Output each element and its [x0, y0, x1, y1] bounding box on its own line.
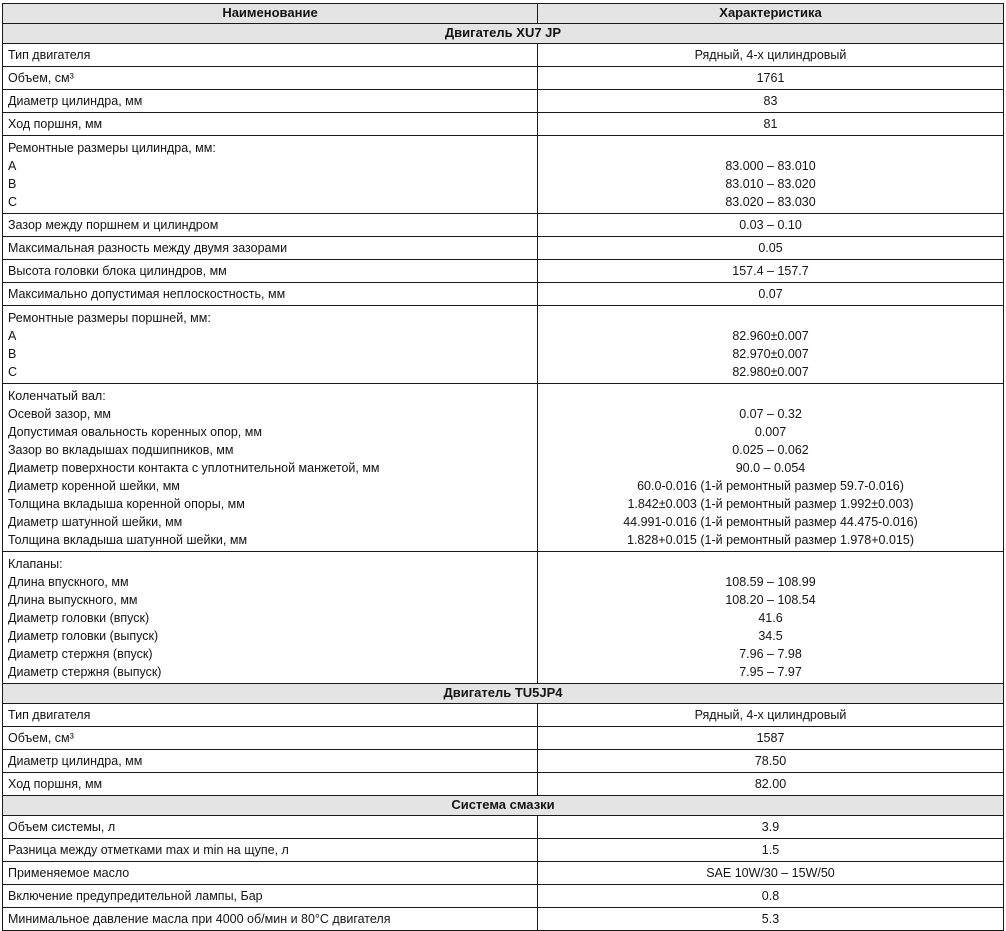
row-group-title: Клапаны:: [8, 557, 63, 571]
row-item-value: 108.20 – 108.54: [725, 593, 816, 607]
row-group-title-spacer: [543, 139, 998, 157]
row-name: Диаметр цилиндра, мм: [3, 750, 538, 773]
row-item-value: 7.95 – 7.97: [739, 665, 802, 679]
row-item-value: 0.007: [754, 425, 787, 439]
row-item-value: 0.07 – 0.32: [739, 407, 802, 421]
header-value: Характеристика: [538, 4, 1004, 24]
row-name: Максимальная разность между двумя зазорами: [3, 237, 538, 260]
table-row: [3, 816, 1004, 839]
specifications-table: [2, 3, 1004, 931]
row-item-value: 83.000 – 83.010: [725, 159, 816, 173]
row-item-value: 7.96 – 7.98: [739, 647, 802, 661]
row-item-value: 1.842±0.003 (1-й ремонтный размер 1.992±0.003): [627, 497, 914, 511]
table-row: [3, 908, 1004, 931]
table-row: [3, 839, 1004, 862]
row-item-name: Диаметр шатунной шейки, мм: [8, 515, 183, 529]
row-group-name-cell: [3, 552, 538, 684]
row-name: Ход поршня, мм: [3, 773, 538, 796]
row-group-title: Коленчатый вал:: [8, 389, 106, 403]
table-row: [3, 283, 1004, 306]
row-group-value-cell: [538, 306, 1004, 384]
section-header-row: [3, 24, 1004, 44]
row-value: 81: [538, 113, 1004, 136]
row-item-value: 1.828+0.015 (1-й ремонтный размер 1.978+0.015): [627, 533, 914, 547]
table-row: [3, 113, 1004, 136]
section-header-row: [3, 684, 1004, 704]
row-group-title: Ремонтные размеры поршней, мм:: [8, 311, 211, 325]
row-value: 3.9: [538, 816, 1004, 839]
row-group-value-cell: [538, 136, 1004, 214]
row-item-name: A: [8, 159, 17, 173]
row-item-value: 60.0-0.016 (1-й ремонтный размер 59.7-0.016): [637, 479, 904, 493]
row-group-title-spacer: [543, 309, 998, 327]
row-item-value: 83.010 – 83.020: [725, 177, 816, 191]
row-item-value: 82.970±0.007: [732, 347, 809, 361]
row-name: Объем системы, л: [3, 816, 538, 839]
row-name: Максимально допустимая неплоскостность, мм: [3, 283, 538, 306]
row-value: 82.00: [538, 773, 1004, 796]
row-item-value: 82.960±0.007: [732, 329, 809, 343]
row-group-name-cell: [3, 136, 538, 214]
row-value: 157.4 – 157.7: [538, 260, 1004, 283]
row-item-value: 34.5: [758, 629, 783, 643]
section-title: Двигатель XU7 JP: [3, 24, 1004, 44]
table-row: [3, 90, 1004, 113]
row-value: 83: [538, 90, 1004, 113]
row-item-value: 0.025 – 0.062: [732, 443, 809, 457]
row-name: Тип двигателя: [3, 44, 538, 67]
row-item-name: Осевой зазор, мм: [8, 407, 112, 421]
row-value: 0.07: [538, 283, 1004, 306]
row-name: Разница между отметками max и min на щупе, л: [3, 839, 538, 862]
row-value: 1587: [538, 727, 1004, 750]
row-item-value: 44.991-0.016 (1-й ремонтный размер 44.475-0.016): [623, 515, 918, 529]
row-group-value-cell: [538, 552, 1004, 684]
table-row: [3, 750, 1004, 773]
row-item-name: Длина выпускного, мм: [8, 593, 138, 607]
table-row: [3, 237, 1004, 260]
table-row: [3, 44, 1004, 67]
row-name: Тип двигателя: [3, 704, 538, 727]
row-item-name: Зазор во вкладышах подшипников, мм: [8, 443, 234, 457]
table-row: [3, 862, 1004, 885]
row-value: 0.8: [538, 885, 1004, 908]
table-row-group: [3, 306, 1004, 384]
row-group-title-spacer: [543, 555, 998, 573]
row-item-name: Диаметр поверхности контакта с уплотнительной манжетой, мм: [8, 461, 380, 475]
row-item-name: Толщина вкладыша коренной опоры, мм: [8, 497, 245, 511]
row-item-name: C: [8, 365, 18, 379]
table-row: [3, 727, 1004, 750]
row-item-value: 90.0 – 0.054: [735, 461, 806, 475]
row-value: 78.50: [538, 750, 1004, 773]
table-row: [3, 885, 1004, 908]
row-group-name-cell: [3, 384, 538, 552]
row-name: Зазор между поршнем и цилиндром: [3, 214, 538, 237]
row-name: Минимальное давление масла при 4000 об/мин и 80°С двигателя: [3, 908, 538, 931]
section-title: Система смазки: [3, 796, 1004, 816]
table-row: [3, 214, 1004, 237]
table-row: [3, 67, 1004, 90]
row-item-value: 83.020 – 83.030: [725, 195, 816, 209]
row-item-name: C: [8, 195, 18, 209]
section-header-row: [3, 796, 1004, 816]
row-item-name: Толщина вкладыша шатунной шейки, мм: [8, 533, 248, 547]
row-item-value: 108.59 – 108.99: [725, 575, 816, 589]
row-name: Ход поршня, мм: [3, 113, 538, 136]
table-row: [3, 704, 1004, 727]
table-row-group: [3, 136, 1004, 214]
row-group-name-cell: [3, 306, 538, 384]
table-row-group: [3, 384, 1004, 552]
row-value: 1761: [538, 67, 1004, 90]
row-item-name: B: [8, 177, 17, 191]
row-item-name: Диаметр головки (выпуск): [8, 629, 159, 643]
row-value: 5.3: [538, 908, 1004, 931]
row-item-name: Диаметр стержня (впуск): [8, 647, 153, 661]
row-group-value-cell: [538, 384, 1004, 552]
section-title: Двигатель TU5JP4: [3, 684, 1004, 704]
row-value: 1.5: [538, 839, 1004, 862]
row-item-value: 41.6: [758, 611, 783, 625]
table-header-row: [3, 4, 1004, 24]
row-group-title: Ремонтные размеры цилиндра, мм:: [8, 141, 216, 155]
row-value: 0.05: [538, 237, 1004, 260]
table-body: [3, 24, 1004, 931]
row-value: SAE 10W/30 – 15W/50: [538, 862, 1004, 885]
row-item-name: Допустимая овальность коренных опор, мм: [8, 425, 262, 439]
header-name: Наименование: [3, 4, 538, 24]
row-name: Диаметр цилиндра, мм: [3, 90, 538, 113]
row-name: Объем, см³: [3, 727, 538, 750]
row-item-name: Диаметр коренной шейки, мм: [8, 479, 180, 493]
row-item-name: Диаметр стержня (выпуск): [8, 665, 162, 679]
row-item-value: 82.980±0.007: [732, 365, 809, 379]
table-row: [3, 773, 1004, 796]
row-item-name: Длина впускного, мм: [8, 575, 129, 589]
row-item-name: B: [8, 347, 17, 361]
row-name: Применяемое масло: [3, 862, 538, 885]
row-name: Объем, см³: [3, 67, 538, 90]
row-item-name: Диаметр головки (впуск): [8, 611, 150, 625]
row-name: Включение предупредительной лампы, Бар: [3, 885, 538, 908]
row-group-title-spacer: [543, 387, 998, 405]
row-value: Рядный, 4-х цилиндровый: [538, 704, 1004, 727]
table-row: [3, 260, 1004, 283]
row-name: Высота головки блока цилиндров, мм: [3, 260, 538, 283]
row-value: 0.03 – 0.10: [538, 214, 1004, 237]
row-value: Рядный, 4-х цилиндровый: [538, 44, 1004, 67]
table-row-group: [3, 552, 1004, 684]
row-item-name: A: [8, 329, 17, 343]
